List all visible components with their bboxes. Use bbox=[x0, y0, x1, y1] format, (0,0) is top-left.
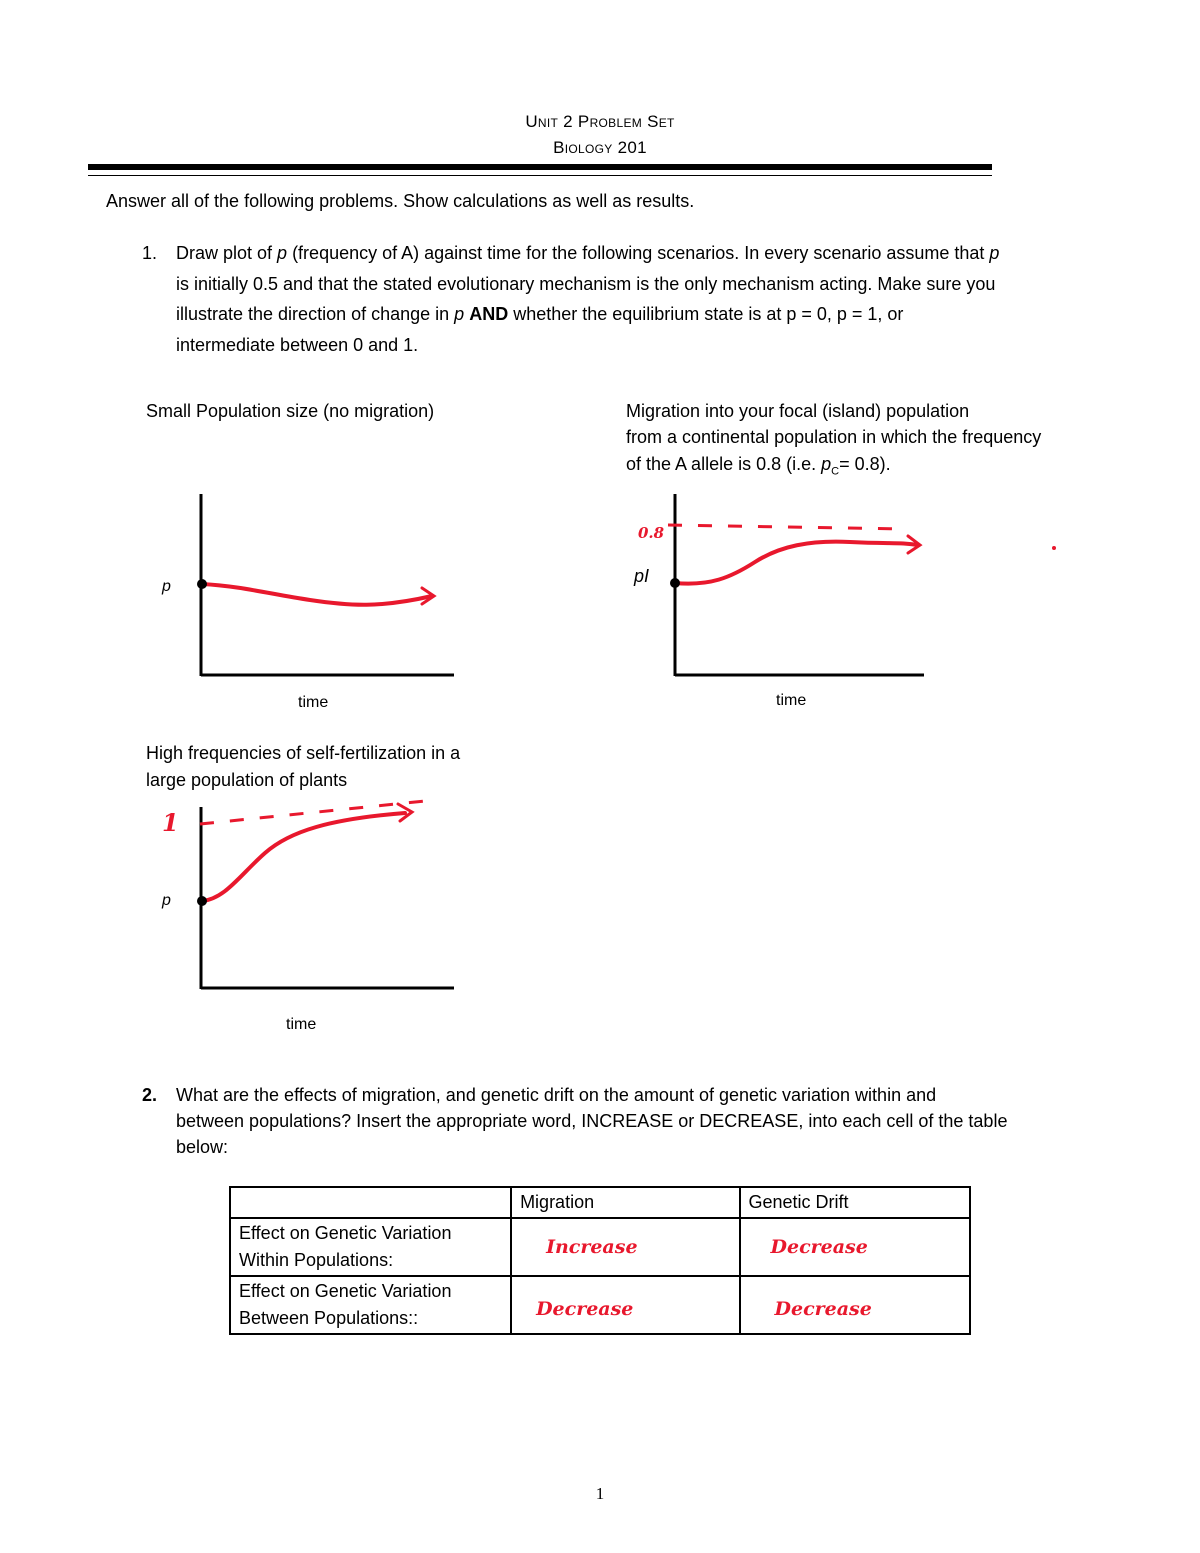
table-header-migration: Migration bbox=[511, 1187, 739, 1218]
question-2-line-3: below: bbox=[176, 1137, 229, 1157]
plot-1-small-population bbox=[150, 490, 470, 690]
question-1-text bbox=[176, 238, 1106, 360]
row-label-line: Between Populations:: bbox=[239, 1308, 419, 1328]
plot-3-caption-line-1: High frequencies of self-fertilization in a bbox=[146, 743, 461, 763]
document-subtitle: Biology 201 bbox=[553, 138, 647, 157]
plot-2-handwritten-0-8: 0.8 bbox=[638, 524, 665, 542]
page-number: 1 bbox=[595, 1484, 605, 1503]
question-2-line-2: between populations? Insert the appropriate word, INCREASE or DECREASE, into each cell of the table bbox=[176, 1111, 1008, 1131]
plot-1-caption: Small Population size (no migration) bbox=[146, 401, 435, 421]
row-label-within bbox=[230, 1218, 511, 1276]
question-2-text bbox=[176, 1080, 1106, 1160]
plot-2-caption-line-3: of the A allele is 0.8 (i.e. $p_C= 0.8$). bbox=[626, 454, 891, 478]
question-1-line-3: illustrate the direction of change in p AND whether the equilibrium state is at p = 0, p = 1, or bbox=[176, 304, 904, 324]
plot-2-start-point bbox=[670, 578, 680, 588]
cell-migration-within[interactable] bbox=[511, 1218, 739, 1276]
row-label-line: Effect on Genetic Variation bbox=[239, 1281, 452, 1301]
plot-2-caption-line-1: Migration into your focal (island) population bbox=[626, 401, 970, 421]
plot-3-start-point bbox=[197, 896, 207, 906]
plot-3-curve bbox=[202, 813, 405, 901]
answer-drift-between: Decrease bbox=[774, 1297, 872, 1320]
instructions: Answer all of the following problems. Show calculations as well as results. bbox=[106, 191, 695, 211]
answers-table bbox=[229, 1186, 971, 1335]
plot-2-equilibrium-line bbox=[668, 525, 905, 529]
answer-migration-within: Increase bbox=[546, 1235, 638, 1258]
cell-drift-between[interactable] bbox=[740, 1276, 970, 1334]
table-header-blank bbox=[230, 1187, 511, 1218]
plot-1-curve bbox=[202, 584, 432, 605]
plot-3-self-fertilization bbox=[150, 795, 470, 995]
cell-migration-between[interactable] bbox=[511, 1276, 739, 1334]
table-header-genetic-drift: Genetic Drift bbox=[740, 1187, 970, 1218]
answer-drift-within: Decrease bbox=[770, 1235, 868, 1258]
question-2-number: 2. bbox=[142, 1085, 158, 1105]
plot-2-migration bbox=[620, 490, 940, 690]
row-label-line: Within Populations: bbox=[239, 1250, 394, 1270]
plot-3-handwritten-1: 1 bbox=[162, 808, 179, 837]
stray-red-dot bbox=[1052, 546, 1056, 550]
table-header-row bbox=[230, 1187, 970, 1218]
header-rule-thick bbox=[88, 164, 992, 170]
header-rule-thin bbox=[88, 175, 992, 176]
plot-2-curve bbox=[675, 542, 918, 584]
row-label-between bbox=[230, 1276, 511, 1334]
plot-1-start-point bbox=[197, 579, 207, 589]
plot-3-x-label: time bbox=[286, 1016, 317, 1033]
plot-2-caption-line-2: from a continental population in which the frequency bbox=[626, 427, 1042, 447]
question-1-line-4: intermediate between 0 and 1. bbox=[176, 334, 419, 355]
plot-3-caption-line-2: large population of plants bbox=[146, 770, 348, 790]
answer-migration-between: Decrease bbox=[536, 1297, 634, 1320]
row-label-line: Effect on Genetic Variation bbox=[239, 1223, 452, 1243]
plot-3-y-label: p bbox=[162, 892, 171, 909]
question-1-line-2: is initially 0.5 and that the stated evolutionary mechanism is the only mechanism acting. Make sure you bbox=[176, 273, 996, 294]
question-1-number: 1. bbox=[142, 243, 158, 263]
table-row bbox=[230, 1218, 970, 1276]
plot-1-y-label: p bbox=[162, 578, 171, 595]
question-1-line-1: Draw plot of p (frequency of A) against time for the following scenarios. In every scenario assume that p bbox=[176, 243, 1000, 263]
cell-drift-within[interactable] bbox=[740, 1218, 970, 1276]
question-2-line-1: What are the effects of migration, and genetic drift on the amount of genetic variation within and bbox=[176, 1085, 937, 1105]
table-row bbox=[230, 1276, 970, 1334]
document-title: Unit 2 Problem Set bbox=[525, 112, 675, 131]
plot-2-x-label: time bbox=[776, 692, 807, 709]
plot-1-x-label: time bbox=[298, 694, 329, 711]
plot-2-y-label: pI bbox=[634, 566, 650, 586]
